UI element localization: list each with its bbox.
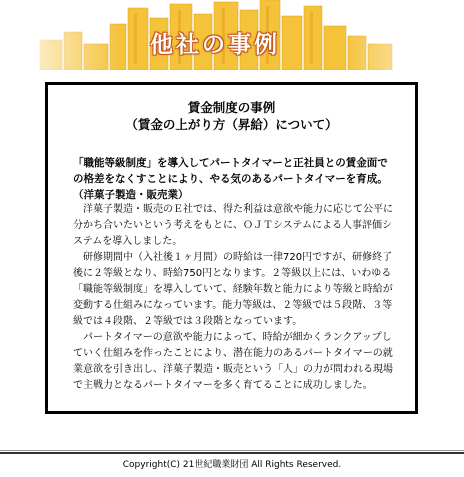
body-paragraph: パートタイマーの意欲や能力によって、時給が細かくランクアップしていく仕組みを作ったことにより、潜在能力のあるパートタイマーの就業意欲を引き出し、洋菓子製造・販売という「人」の力が問われる現場で主戦力となるパートタイマーを多く育てることに成功しました。: [73, 332, 393, 391]
article-heading: [48, 99, 415, 133]
footer-divider: [0, 450, 464, 451]
footer-divider-bold: [0, 452, 464, 454]
lead-summary: 「職能等級制度」を導入してパートタイマーと正社員との賃金面での格差をなくすことにより、やる気のあるパートタイマーを育成。（洋菓子製造・販売業）: [73, 157, 388, 201]
page-title: 他社の事例: [150, 32, 280, 58]
body-paragraph: 研修期間中（入社後１ヶ月間）の時給は一律720円ですが、研修終了後に２等級となり、時給750円となります。２等級以上には、いわゆる「職能等級制度」を導入していて、経験年数と能力により等級と時給が変動する仕組みになっています。能力等級は、２等級では５段階、３等級では４段階、２等級では３段階となっています。: [73, 252, 393, 327]
article-body: [73, 202, 398, 394]
copyright-text: Copyright(C) 21世紀職業財団 All Rights Reserved.: [122, 460, 342, 470]
case-study-box: [45, 82, 418, 414]
body-paragraph: 洋菓子製造・販売のＥ社では、得た利益は意欲や能力に応じて公平に分かち合いたいという考えをもとに、ＯＪＴシステムによる人事評価システムを導入しました。: [73, 204, 393, 247]
header-banner: [0, 0, 464, 70]
article-title: 賃金制度の事例: [187, 100, 276, 115]
article-subtitle: （賃金の上がり方（昇給）について）: [125, 117, 338, 132]
